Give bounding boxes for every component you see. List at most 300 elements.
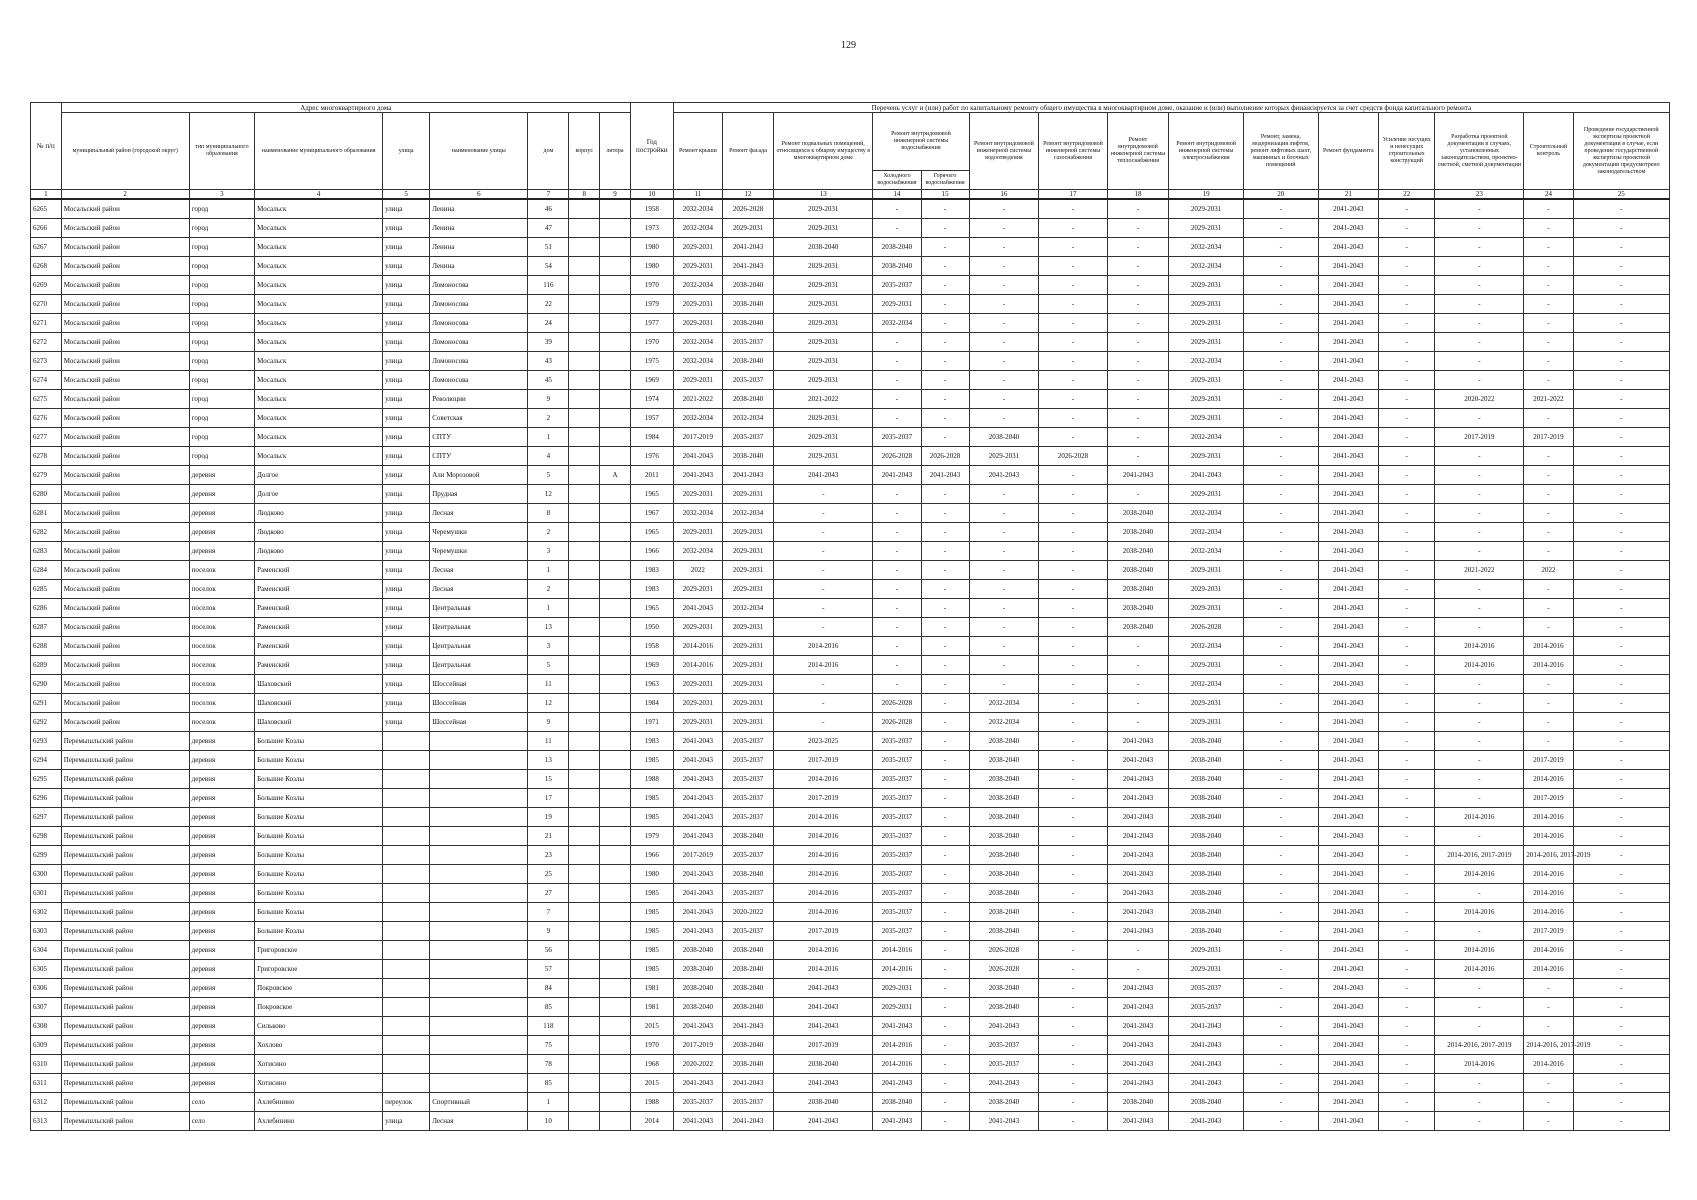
cell-roof: 2041-2043 [673,1112,722,1131]
cell-sewer: - [969,352,1039,371]
table-row [31,333,1670,352]
cell-basement: - [774,580,873,599]
cell-sewer: - [969,219,1039,238]
cell-litera [600,979,631,998]
cell-facade: 2029-2031 [722,523,773,542]
cell-design: - [1435,314,1524,333]
cell-district: Мосальский район [61,618,189,637]
cell-power: 2032-2034 [1169,257,1244,276]
cell-hot-water: - [921,371,969,390]
cell-expertise: - [1573,485,1669,504]
cell-facade: 2035-2037 [722,808,773,827]
cell-reinforce: - [1379,257,1435,276]
cell-year: 1983 [630,732,673,751]
cell-expertise: - [1573,941,1669,960]
cell-heat: 2041-2043 [1107,998,1168,1017]
cell-mo-type: деревня [189,1074,255,1093]
cell-litera [600,371,631,390]
cell-sewer: 2038-2040 [969,1093,1039,1112]
cell-street-name: Ломоносова [430,314,528,333]
cell-expertise: - [1573,580,1669,599]
cell-district: Перемышльский район [61,960,189,979]
cell-cold-water: 2041-2043 [873,1017,921,1036]
cell-mo-type: город [189,390,255,409]
cell-expertise: - [1573,656,1669,675]
cell-facade: 2035-2037 [722,846,773,865]
cell-year: 1988 [630,770,673,789]
cell-sewer: - [969,542,1039,561]
cell-foundation: 2041-2043 [1318,922,1378,941]
cell-expertise: - [1573,960,1669,979]
cell-power: 2038-2040 [1169,751,1244,770]
cell-lift: - [1243,504,1318,523]
cell-house: 4 [528,447,569,466]
cell-expertise: - [1573,447,1669,466]
cell-korpus [569,656,600,675]
cell-power: 2029-2031 [1169,960,1244,979]
header-heat: Ремонт внутридомовой инженерной системы теплоснабжения [1107,113,1168,190]
header-basement: Ремонт подвальных помещений, относящихся к общему имуществу в многоквартирном доме [774,113,873,190]
cell-heat: 2041-2043 [1107,846,1168,865]
cell-gas: - [1039,276,1108,295]
cell-num: 6297 [31,808,62,827]
cell-roof: 2029-2031 [673,523,722,542]
cell-street-type [383,884,430,903]
cell-control: 2014-2016 [1524,637,1573,656]
cell-basement: 2029-2031 [774,333,873,352]
cell-hot-water: - [921,428,969,447]
cell-street-name: Черемушки [430,523,528,542]
cell-roof: 2032-2034 [673,504,722,523]
cell-district: Мосальский район [61,504,189,523]
table-row [31,979,1670,998]
cell-litera [600,504,631,523]
table-row [31,922,1670,941]
cell-design: - [1435,751,1524,770]
cell-foundation: 2041-2043 [1318,1093,1378,1112]
cell-expertise: - [1573,618,1669,637]
cell-litera [600,523,631,542]
cell-lift: - [1243,637,1318,656]
cell-house: 8 [528,504,569,523]
cell-mo-type: деревня [189,504,255,523]
cell-control: - [1524,580,1573,599]
cell-roof: 2041-2043 [673,751,722,770]
cell-sewer: - [969,637,1039,656]
cell-expertise: - [1573,1055,1669,1074]
column-number: 25 [1573,190,1669,200]
cell-street-name: Али Морозовой [430,466,528,485]
cell-hot-water: - [921,960,969,979]
cell-house: 11 [528,732,569,751]
cell-district: Мосальский район [61,199,189,219]
cell-year: 1969 [630,371,673,390]
cell-cold-water: 2029-2031 [873,295,921,314]
cell-num: 6308 [31,1017,62,1036]
cell-street-type: улица [383,390,430,409]
cell-power: 2029-2031 [1169,599,1244,618]
cell-facade: 2041-2043 [722,1017,773,1036]
cell-sewer: - [969,523,1039,542]
cell-reinforce: - [1379,1017,1435,1036]
cell-cold-water: - [873,542,921,561]
cell-litera [600,1017,631,1036]
cell-sewer: 2038-2040 [969,827,1039,846]
cell-litera [600,675,631,694]
cell-year: 2011 [630,466,673,485]
cell-korpus [569,979,600,998]
cell-street-name [430,979,528,998]
cell-foundation: 2041-2043 [1318,846,1378,865]
cell-facade: 2038-2040 [722,1055,773,1074]
cell-basement: 2038-2040 [774,1055,873,1074]
cell-lift: - [1243,1093,1318,1112]
cell-korpus [569,371,600,390]
header-roof: Ремонт крыши [673,113,722,190]
cell-design: 2014-2016 [1435,960,1524,979]
table-row [31,618,1670,637]
cell-facade: 2038-2040 [722,960,773,979]
table-row [31,371,1670,390]
cell-mo-type: деревня [189,466,255,485]
cell-foundation: 2041-2043 [1318,903,1378,922]
cell-reinforce: - [1379,827,1435,846]
cell-expertise: - [1573,675,1669,694]
cell-expertise: - [1573,466,1669,485]
cell-mo-type: город [189,352,255,371]
cell-reinforce: - [1379,884,1435,903]
table-row [31,1074,1670,1093]
cell-year: 1979 [630,827,673,846]
cell-street-type [383,789,430,808]
cell-lift: - [1243,276,1318,295]
cell-heat: - [1107,694,1168,713]
cell-control: 2014-2016 [1524,941,1573,960]
cell-reinforce: - [1379,561,1435,580]
cell-sewer: - [969,599,1039,618]
cell-facade: 2041-2043 [722,1074,773,1093]
cell-street-type [383,922,430,941]
cell-litera [600,732,631,751]
cell-design: - [1435,485,1524,504]
cell-facade: 2029-2031 [722,713,773,732]
cell-lift: - [1243,352,1318,371]
cell-house: 39 [528,333,569,352]
cell-mo-name: Людково [255,523,383,542]
cell-year: 1984 [630,428,673,447]
cell-power: 2038-2040 [1169,808,1244,827]
cell-district: Перемышльский район [61,751,189,770]
cell-street-type [383,770,430,789]
cell-facade: 2038-2040 [722,390,773,409]
column-number: 14 [873,190,921,200]
cell-gas: - [1039,732,1108,751]
cell-mo-name: Большие Козлы [255,770,383,789]
cell-house: 17 [528,789,569,808]
cell-power: 2038-2040 [1169,846,1244,865]
cell-foundation: 2041-2043 [1318,599,1378,618]
cell-house: 2 [528,523,569,542]
cell-cold-water: 2035-2037 [873,789,921,808]
cell-litera [600,447,631,466]
cell-street-type: переулок [383,1093,430,1112]
cell-reinforce: - [1379,865,1435,884]
cell-num: 6295 [31,770,62,789]
cell-num: 6310 [31,1055,62,1074]
cell-mo-name: Раменский [255,618,383,637]
cell-heat: - [1107,333,1168,352]
table-row [31,903,1670,922]
cell-korpus [569,960,600,979]
cell-roof: 2014-2016 [673,637,722,656]
cell-num: 6266 [31,219,62,238]
cell-power: 2026-2028 [1169,618,1244,637]
cell-year: 1985 [630,960,673,979]
cell-design: - [1435,504,1524,523]
cell-basement: 2041-2043 [774,979,873,998]
cell-house: 116 [528,276,569,295]
cell-facade: 2035-2037 [722,884,773,903]
cell-reinforce: - [1379,637,1435,656]
cell-year: 1966 [630,542,673,561]
cell-korpus [569,276,600,295]
cell-litera [600,257,631,276]
cell-hot-water: - [921,580,969,599]
cell-num: 6306 [31,979,62,998]
cell-hot-water: - [921,789,969,808]
cell-power: 2032-2034 [1169,675,1244,694]
header-num: № п/п [31,103,62,190]
cell-mo-name: Мосальск [255,238,383,257]
table-row [31,352,1670,371]
cell-reinforce: - [1379,770,1435,789]
cell-control: - [1524,352,1573,371]
cell-year: 1963 [630,675,673,694]
cell-basement: 2014-2016 [774,960,873,979]
cell-street-name [430,789,528,808]
cell-korpus [569,523,600,542]
cell-design: 2014-2016 [1435,656,1524,675]
header-cold-water: Холодного водоснабжения [873,171,921,190]
cell-basement: 2038-2040 [774,238,873,257]
cell-street-type [383,979,430,998]
cell-power: 2035-2037 [1169,998,1244,1017]
cell-house: 9 [528,713,569,732]
cell-mo-type: деревня [189,827,255,846]
cell-year: 1985 [630,789,673,808]
cell-power: 2032-2034 [1169,542,1244,561]
cell-cold-water: - [873,485,921,504]
cell-korpus [569,238,600,257]
header-control: Строительный контроль [1524,113,1573,190]
cell-facade: 2035-2037 [722,371,773,390]
cell-street-type: улица [383,219,430,238]
cell-sewer: 2038-2040 [969,922,1039,941]
cell-cold-water: 2038-2040 [873,238,921,257]
cell-house: 21 [528,827,569,846]
cell-roof: 2032-2034 [673,542,722,561]
cell-sewer: 2032-2034 [969,694,1039,713]
cell-design: - [1435,333,1524,352]
cell-num: 6282 [31,523,62,542]
table-row [31,694,1670,713]
cell-mo-name: Большие Козлы [255,827,383,846]
table-row [31,295,1670,314]
cell-street-name: СПТУ [430,447,528,466]
table-row [31,1112,1670,1131]
cell-year: 1985 [630,903,673,922]
cell-roof: 2041-2043 [673,447,722,466]
cell-num: 6270 [31,295,62,314]
header-reinforce: Усиление несущих и ненесущих строительных конструкций [1379,113,1435,190]
cell-gas: - [1039,713,1108,732]
cell-basement: 2017-2019 [774,1036,873,1055]
cell-mo-type: деревня [189,523,255,542]
cell-lift: - [1243,751,1318,770]
cell-foundation: 2041-2043 [1318,751,1378,770]
cell-litera [600,238,631,257]
cell-mo-name: Долгое [255,466,383,485]
cell-design: 2014-2016 [1435,941,1524,960]
cell-year: 1958 [630,199,673,219]
cell-expertise: - [1573,599,1669,618]
cell-roof: 2041-2043 [673,827,722,846]
table-row [31,238,1670,257]
cell-korpus [569,846,600,865]
cell-roof: 2032-2034 [673,199,722,219]
cell-control: - [1524,485,1573,504]
cell-sewer: - [969,295,1039,314]
cell-cold-water: 2014-2016 [873,941,921,960]
cell-roof: 2041-2043 [673,903,722,922]
cell-power: 2029-2031 [1169,447,1244,466]
cell-district: Мосальский район [61,694,189,713]
cell-litera [600,199,631,219]
cell-control: - [1524,257,1573,276]
header-address-group: Адрес многоквартирного дома [61,103,630,113]
cell-house: 13 [528,751,569,770]
cell-gas: - [1039,580,1108,599]
cell-expertise: - [1573,1036,1669,1055]
cell-sewer: 2041-2043 [969,1017,1039,1036]
column-number: 13 [774,190,873,200]
table-row [31,542,1670,561]
cell-heat: - [1107,199,1168,219]
cell-mo-name: Хохлово [255,1036,383,1055]
cell-lift: - [1243,865,1318,884]
cell-reinforce: - [1379,1112,1435,1131]
cell-mo-type: деревня [189,1017,255,1036]
cell-facade: 2032-2034 [722,599,773,618]
cell-mo-name: Мосальск [255,333,383,352]
cell-street-type: улица [383,694,430,713]
cell-foundation: 2041-2043 [1318,1017,1378,1036]
cell-expertise: - [1573,1074,1669,1093]
cell-gas: - [1039,1093,1108,1112]
cell-district: Мосальский район [61,257,189,276]
cell-num: 6299 [31,846,62,865]
cell-year: 1975 [630,352,673,371]
cell-design: - [1435,618,1524,637]
cell-gas: - [1039,827,1108,846]
column-number: 8 [569,190,600,200]
header-gas: Ремонт внутридомовой инженерной системы газоснабжения [1039,113,1108,190]
table-row [31,827,1670,846]
cell-foundation: 2041-2043 [1318,219,1378,238]
cell-lift: - [1243,542,1318,561]
cell-mo-type: поселок [189,713,255,732]
cell-street-type: улица [383,447,430,466]
cell-lift: - [1243,561,1318,580]
cell-district: Мосальский район [61,485,189,504]
cell-litera [600,713,631,732]
table-row [31,580,1670,599]
cell-control: - [1524,314,1573,333]
cell-mo-type: город [189,199,255,219]
cell-street-name: Центральная [430,656,528,675]
cell-street-name: Шоссейная [430,694,528,713]
cell-gas: - [1039,542,1108,561]
column-number: 20 [1243,190,1318,200]
cell-roof: 2029-2031 [673,694,722,713]
cell-litera [600,599,631,618]
cell-num: 6305 [31,960,62,979]
cell-foundation: 2041-2043 [1318,808,1378,827]
cell-power: 2038-2040 [1169,865,1244,884]
cell-hot-water: - [921,770,969,789]
cell-street-type [383,1036,430,1055]
cell-gas: - [1039,865,1108,884]
cell-street-type: улица [383,637,430,656]
cell-mo-name: Большие Козлы [255,865,383,884]
cell-mo-type: город [189,219,255,238]
cell-sewer: 2038-2040 [969,998,1039,1017]
cell-heat: - [1107,314,1168,333]
cell-control: - [1524,238,1573,257]
table-row [31,447,1670,466]
cell-mo-type: город [189,295,255,314]
cell-heat: - [1107,485,1168,504]
cell-hot-water: - [921,713,969,732]
cell-lift: - [1243,219,1318,238]
cell-control: - [1524,998,1573,1017]
cell-mo-name: Большие Козлы [255,732,383,751]
cell-gas: - [1039,922,1108,941]
cell-num: 6294 [31,751,62,770]
table-row [31,1055,1670,1074]
cell-district: Перемышльский район [61,941,189,960]
cell-basement: 2014-2016 [774,865,873,884]
cell-street-type [383,960,430,979]
cell-korpus [569,618,600,637]
cell-litera [600,789,631,808]
cell-korpus [569,1036,600,1055]
table-row [31,390,1670,409]
cell-hot-water: - [921,409,969,428]
cell-facade: 2035-2037 [722,751,773,770]
cell-power: 2029-2031 [1169,371,1244,390]
cell-expertise: - [1573,808,1669,827]
cell-basement: - [774,523,873,542]
cell-roof: 2029-2031 [673,257,722,276]
cell-gas: - [1039,409,1108,428]
cell-year: 2014 [630,1112,673,1131]
cell-year: 1974 [630,390,673,409]
cell-cold-water: 2026-2028 [873,713,921,732]
cell-district: Мосальский район [61,314,189,333]
cell-hot-water: - [921,656,969,675]
cell-expertise: - [1573,979,1669,998]
